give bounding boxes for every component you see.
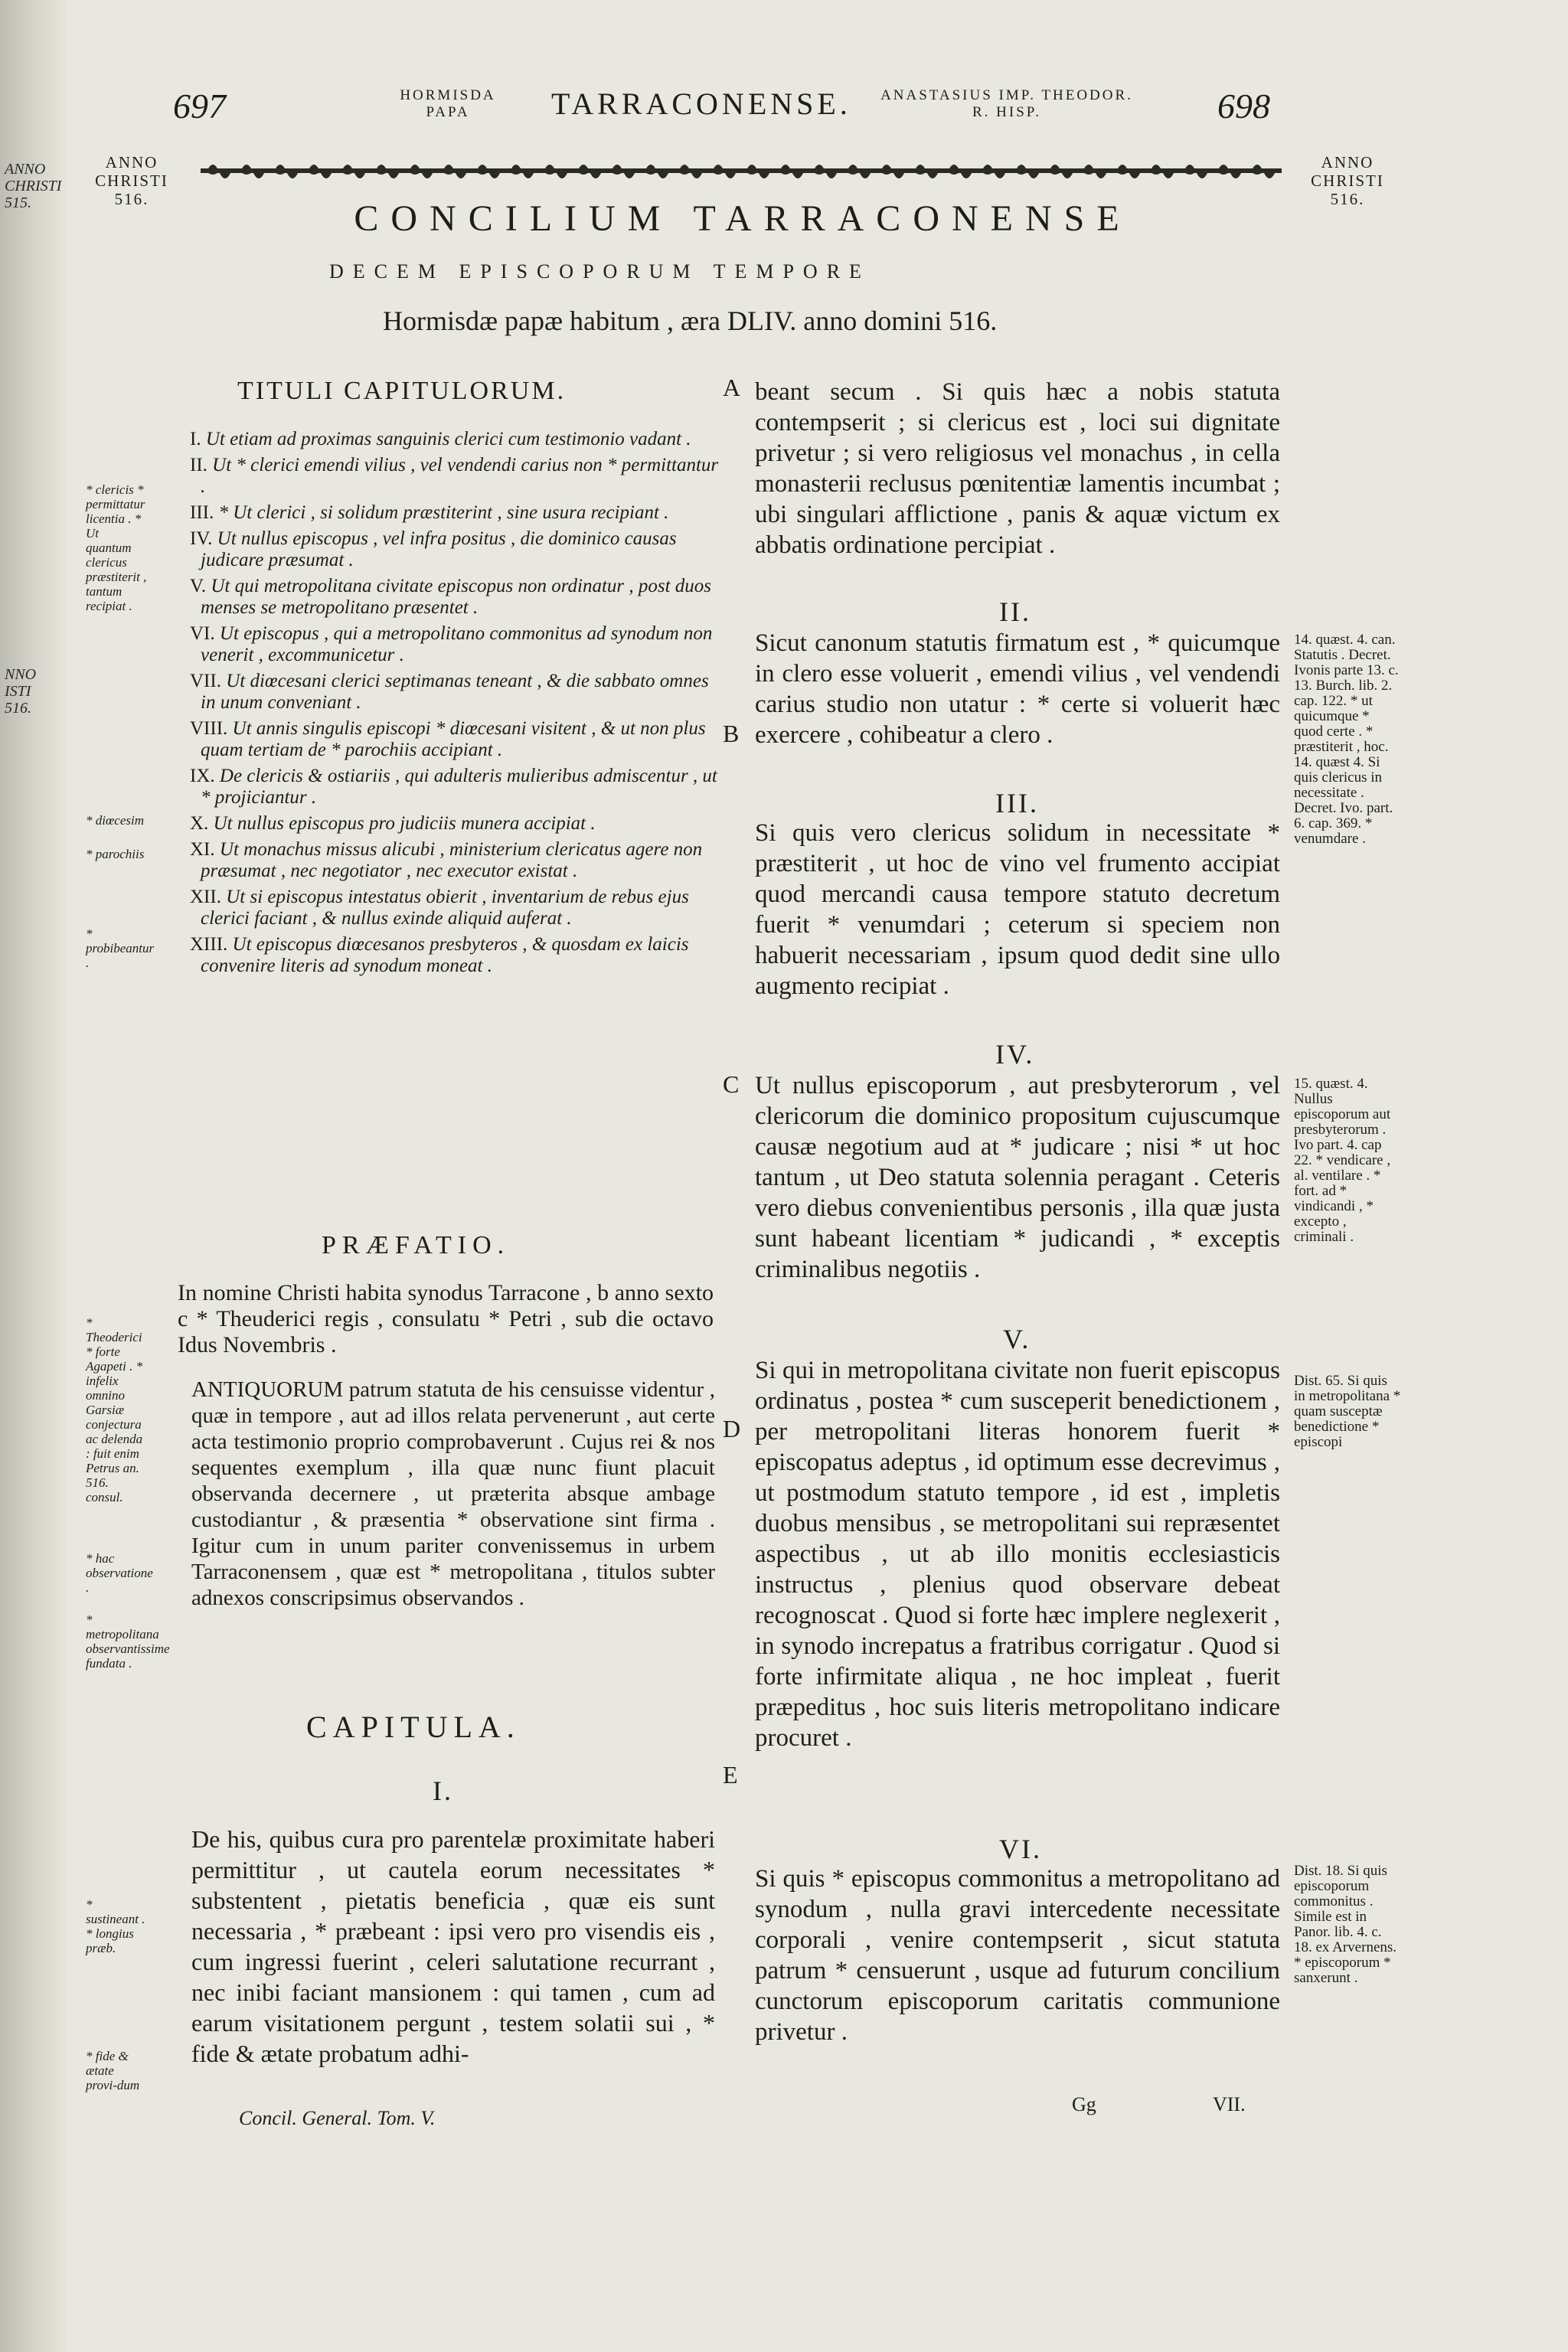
toc-item-number: VII. — [190, 671, 221, 691]
margin-note-right: 14. quæst. 4. can. Statutis . Decret. Ivonis parte 13. c. 13. Burch. lib. 2. cap. 122. * ut quicumque * quod certe . * præstiterit , hoc. 14. quæst 4. Si quis clericus in necessitate . Decret. Ivo. part. 6. cap. 369. * venumdare . — [1294, 632, 1399, 847]
running-head-left: HORMISDA PAPA — [400, 87, 496, 120]
toc-item — [170, 813, 721, 835]
margin-note-right: 15. quæst. 4. Nullus episcoporum aut presbyterorum . Ivo part. 4. cap 22. * vendicare , al. ventilare . * fort. ad * vindicandi , * excepto , criminali . — [1294, 1076, 1391, 1245]
column-letter: E — [723, 1761, 738, 1788]
toc-item — [170, 576, 721, 619]
toc-item — [170, 502, 721, 524]
margin-note-left: * metropolitana observantissime fundata . — [86, 1612, 170, 1671]
toc-item — [170, 429, 721, 450]
toc-item-number: III. — [190, 502, 214, 523]
ornament-motif — [476, 165, 501, 178]
cap2-heading: II. — [999, 596, 1031, 627]
capitula-heading: CAPITULA. — [306, 1710, 521, 1744]
ornament-motif — [1116, 165, 1141, 178]
ornament-motif — [577, 165, 602, 178]
margin-note-left: * hac observatione . — [86, 1551, 153, 1595]
toc-item-text: Ut qui metropolitana civitate episcopus non ordinatur , post duos menses se metropolitano præsentet . — [201, 576, 712, 618]
ornament-motif — [1184, 165, 1208, 178]
ornament-motif — [1015, 165, 1040, 178]
document-subtitle: DECEM EPISCOPORUM TEMPORE — [329, 260, 871, 283]
ornament-motif — [1217, 165, 1242, 178]
page-number-right: 698 — [1217, 87, 1270, 126]
ornament-motif — [847, 165, 871, 178]
toc-item-text: Ut nullus episcopus pro judiciis munera accipiat . — [213, 813, 596, 834]
ornament-motif — [1083, 165, 1107, 178]
ornament-motif — [982, 165, 1006, 178]
toc-item-text: Ut annis singulis episcopi * diœcesani visitent , & ut non plus quam tertiam de * parochiis accipiant . — [201, 718, 706, 760]
margin-note-left: * probibeantur . — [86, 926, 155, 970]
gutter-anno-top: ANNO CHRISTI 515. — [5, 161, 62, 211]
toc-item — [170, 671, 721, 714]
signature-mark: Gg — [1072, 2093, 1096, 2115]
toc-item — [170, 528, 721, 571]
running-head-center: TARRACONENSE. — [551, 87, 851, 121]
document-subtitle-2: Hormisdæ papæ habitum , æra DLIV. anno domini 516. — [383, 305, 998, 336]
toc-item-text: Ut episcopus , qui a metropolitano commonitus ad synodum non venerit , excommunicetur . — [201, 623, 713, 665]
ornament-motif — [375, 165, 400, 178]
toc-item-text: Ut nullus episcopus , vel infra positus , die dominico causas judicare præsumat . — [201, 528, 677, 570]
toc-item — [170, 718, 721, 761]
praefatio-heading: PRÆFATIO. — [322, 1231, 511, 1259]
gutter — [0, 0, 66, 2352]
toc-item-text: Ut etiam ad proximas sanguinis clerici cum testimonio vadant . — [205, 429, 691, 449]
margin-note-left: * diœcesim — [86, 813, 145, 828]
toc-item-number: II. — [190, 455, 207, 475]
ornament-motif — [240, 165, 265, 178]
ornament-motif — [678, 165, 703, 178]
toc-item-text: Ut * clerici emendi vilius , vel vendendi carius non * permittantur . — [201, 455, 719, 497]
toc-item-text: Ut episcopus diœcesanos presbyteros , & quosdam ex laicis convenire literis ad synodum moneat . — [201, 934, 689, 976]
right-col-continuation: beant secum . Si quis hæc a nobis statuta contempserit ; si clericus est , loci sui dignitate privetur ; si vero religiosus vel monachus , in cella monasterii reclusus pœnitentiæ lamentis incumbat ; ubi singulari afflictione , panis & aquæ victum ex abbatis ordinatione percipiat . — [755, 378, 1280, 559]
toc-item-number: IX. — [190, 766, 215, 786]
cap5-text: Si qui in metropolitana civitate non fuerit episcopus ordinatus , postea * cum susceperit benedictionem , per metropolitani literas honorem fuerit * episcopatus adeptus , id optimum esse decrevimus , ut postmodum statuto tempore , id est , impletis duobus mensibus , se metropolitani sui repræsentet aspectibus , ut ab illo monitis ecclesiasticis instructus , plenius quod observare debeat recognoscat . Quod si forte hæc implere neglexerit , in synodo increpatus a fratribus corrigatur . Quod si forte infirmitate aliqua , ne hoc impleat , fuerit præpeditus , hoc suis literis metropolitano indicare procuret . — [755, 1357, 1280, 1752]
toc-list — [170, 429, 721, 982]
margin-note-left: * fide & ætate provi-dum — [86, 2049, 140, 2092]
toc-item-number: VI. — [190, 623, 215, 644]
praefatio-body: ANTIQUORUM patrum statuta de his censuisse videntur , quæ in tempore , aut ad illos relata pervenerunt , aut certe acta testimonio proprio comprobaverunt . Cujus rei & nos sequentes exemplum , illa quæ nunc fiunt placuit observanda decernere , ut præterita absque ambage custodiantur , & præsentia * observatione sint firma . Igitur cum in unum pariter convenissemus in urbem Tarraconensem , quæ est * metropolitana , titulos subter adnexos conscripsimus observandos . — [191, 1377, 715, 1610]
toc-item-text: Ut monachus missus alicubi , ministerium clericatus agere non præsumat , nec negotiator , nec executor existat . — [201, 839, 703, 881]
margin-note-left: * clericis * permittatur licentia . * Ut quantum clericus præstiterit , tantum recipiat . — [86, 482, 147, 613]
ornament-motif — [510, 165, 534, 178]
cap6-heading: VI. — [999, 1834, 1042, 1864]
footer-left: Concil. General. Tom. V. — [239, 2107, 436, 2129]
margin-note-left: * sustineant . * longius præb. — [86, 1897, 145, 1955]
toc-item-number: VIII. — [190, 718, 228, 739]
toc-item-number: I. — [190, 429, 201, 449]
ornament-motif — [914, 165, 939, 178]
margin-note-left: * parochiis — [86, 847, 145, 861]
toc-item-number: XI. — [190, 839, 215, 860]
toc-item — [170, 934, 721, 977]
cap3-text: Si quis vero clericus solidum in necessitate * præstiterit , ut hoc de vino vel frumento accipiat quod mercandi causa tempore statuto decretum fuerit * venumdari ; ceterum si speciem non habuerit necessariam , ipsum quod dedit sine ullo augmento recipiat . — [755, 819, 1280, 1000]
cap4-heading: IV. — [995, 1039, 1035, 1070]
toc-item-number: XIII. — [190, 934, 228, 955]
gutter-anno-mid: NNO ISTI 516. — [5, 666, 37, 717]
toc-item — [170, 766, 721, 808]
ornament-motif — [611, 165, 635, 178]
document-title: CONCILIUM TARRACONENSE — [354, 198, 1132, 239]
ornament-motif — [948, 165, 972, 178]
column-letter: A — [723, 374, 741, 401]
toc-item — [170, 455, 721, 498]
toc-item — [170, 887, 721, 929]
ornament-motif — [443, 165, 467, 178]
ornament-motif — [1150, 165, 1174, 178]
cap3-heading: III. — [995, 788, 1039, 818]
ornament-motif — [880, 165, 905, 178]
ornament-motif — [712, 165, 737, 178]
anno-right: ANNO CHRISTI 516. — [1311, 153, 1384, 208]
column-letter: B — [723, 720, 740, 747]
toc-item — [170, 839, 721, 882]
ornament-motif — [1251, 165, 1276, 178]
ornament-motif — [1049, 165, 1073, 178]
ornament-motif — [813, 165, 838, 178]
cap1-text: De his, quibus cura pro parentelæ proximitate haberi permittitur , ut cautela eorum necessitates * substentent , pietatis beneficia , quæ eis sunt necessaria , * præbeant : ipsi vero pro visendis eis , cum ingressi fuerint , celeri salutatione recurrant , nec inibi faciant mansionem : qui tamen , cum ad earum visitationem pergunt , testem solatii sui , * fide & ætate probatum adhi- — [191, 1825, 715, 2067]
toc-item — [170, 623, 721, 666]
catchword: VII. — [1213, 2093, 1246, 2115]
toc-item-number: XII. — [190, 887, 221, 907]
toc-heading: TITULI CAPITULORUM. — [237, 377, 567, 405]
cap6-text: Si quis * episcopus commonitus a metropolitano ad synodum , nulla gravi intercedente necessitate corporali , venire contempserit , sicut statuta patrum * censuerunt , usque ad futurum concilium cunctorum episcoporum caritatis communione privetur . — [755, 1865, 1280, 2046]
ornament-motif — [746, 165, 770, 178]
ornament-motif — [779, 165, 804, 178]
margin-note-left: * Theoderici * forte Agapeti . * infelix omnino Garsiæ conjectura ac delenda : fuit enim Petrus an. 516. consul. — [86, 1315, 143, 1504]
margin-note-right: Dist. 65. Si quis in metropolitana * quam susceptæ benedictione * episcopi — [1294, 1373, 1401, 1450]
cap5-heading: V. — [1003, 1324, 1031, 1354]
toc-item-number: X. — [190, 813, 209, 834]
cap2-text: Sicut canonum statutis firmatum est , * quicumque in clero esse voluerit , emendi vilius , vel vendendi carius studio non utatur : * certe si voluerit hæc exercere , cohibeatur a clero . — [755, 629, 1280, 749]
toc-item-number: IV. — [190, 528, 213, 549]
toc-item-text: Ut diœcesani clerici septimanas teneant , & die sabbato omnes in unum conveniant . — [201, 671, 709, 713]
ornament-band — [201, 155, 1282, 188]
running-head-right: ANASTASIUS IMP. THEODOR. R. HISP. — [880, 87, 1133, 120]
ornament-motif — [207, 165, 231, 178]
toc-item-text: Ut si episcopus intestatus obierit , inventarium de rebus ejus clerici faciant , & nullus exinde aliquid auferat . — [201, 887, 689, 929]
ornament-motif — [308, 165, 332, 178]
toc-item-text: * Ut clerici , si solidum præstiterint , sine usura recipiant . — [218, 502, 669, 523]
ornament-motif — [544, 165, 568, 178]
ornament-motif — [409, 165, 433, 178]
anno-left: ANNO CHRISTI 516. — [95, 153, 168, 208]
page-number-left: 697 — [173, 87, 226, 126]
ornament-motif — [645, 165, 669, 178]
toc-item-text: De clericis & ostiariis , qui adulteris mulieribus admiscentur , ut * projiciantur . — [201, 766, 717, 808]
margin-note-right: Dist. 18. Si quis episcoporum commonitus . Simile est in Panor. lib. 4. c. 18. ex Arvernens. * episcoporum * sanxerunt . — [1294, 1863, 1397, 1986]
praefatio-intro: In nomine Christi habita synodus Tarracone , b anno sexto c * Theuderici regis , consulatu * Petri , sub die octavo Idus Novembris . — [178, 1280, 714, 1357]
cap4-text: Ut nullus episcoporum , aut presbyterorum , vel clericorum die dominico propositum cujuscumque causæ negotium aud at * judicare ; nisi * ut hoc tantum , ut Deo statuta solennia peragant . Ceteris vero diebus convenientibus personis , illa quæ justa sunt habeant licentiam * judicandi , * exceptis criminalibus negotiis . — [755, 1072, 1280, 1283]
toc-item-number: V. — [190, 576, 207, 596]
column-letter: C — [723, 1070, 740, 1098]
cap1-heading: I. — [433, 1775, 453, 1806]
column-letter: D — [723, 1415, 741, 1442]
ornament-motif — [341, 165, 366, 178]
ornament-motif — [274, 165, 299, 178]
